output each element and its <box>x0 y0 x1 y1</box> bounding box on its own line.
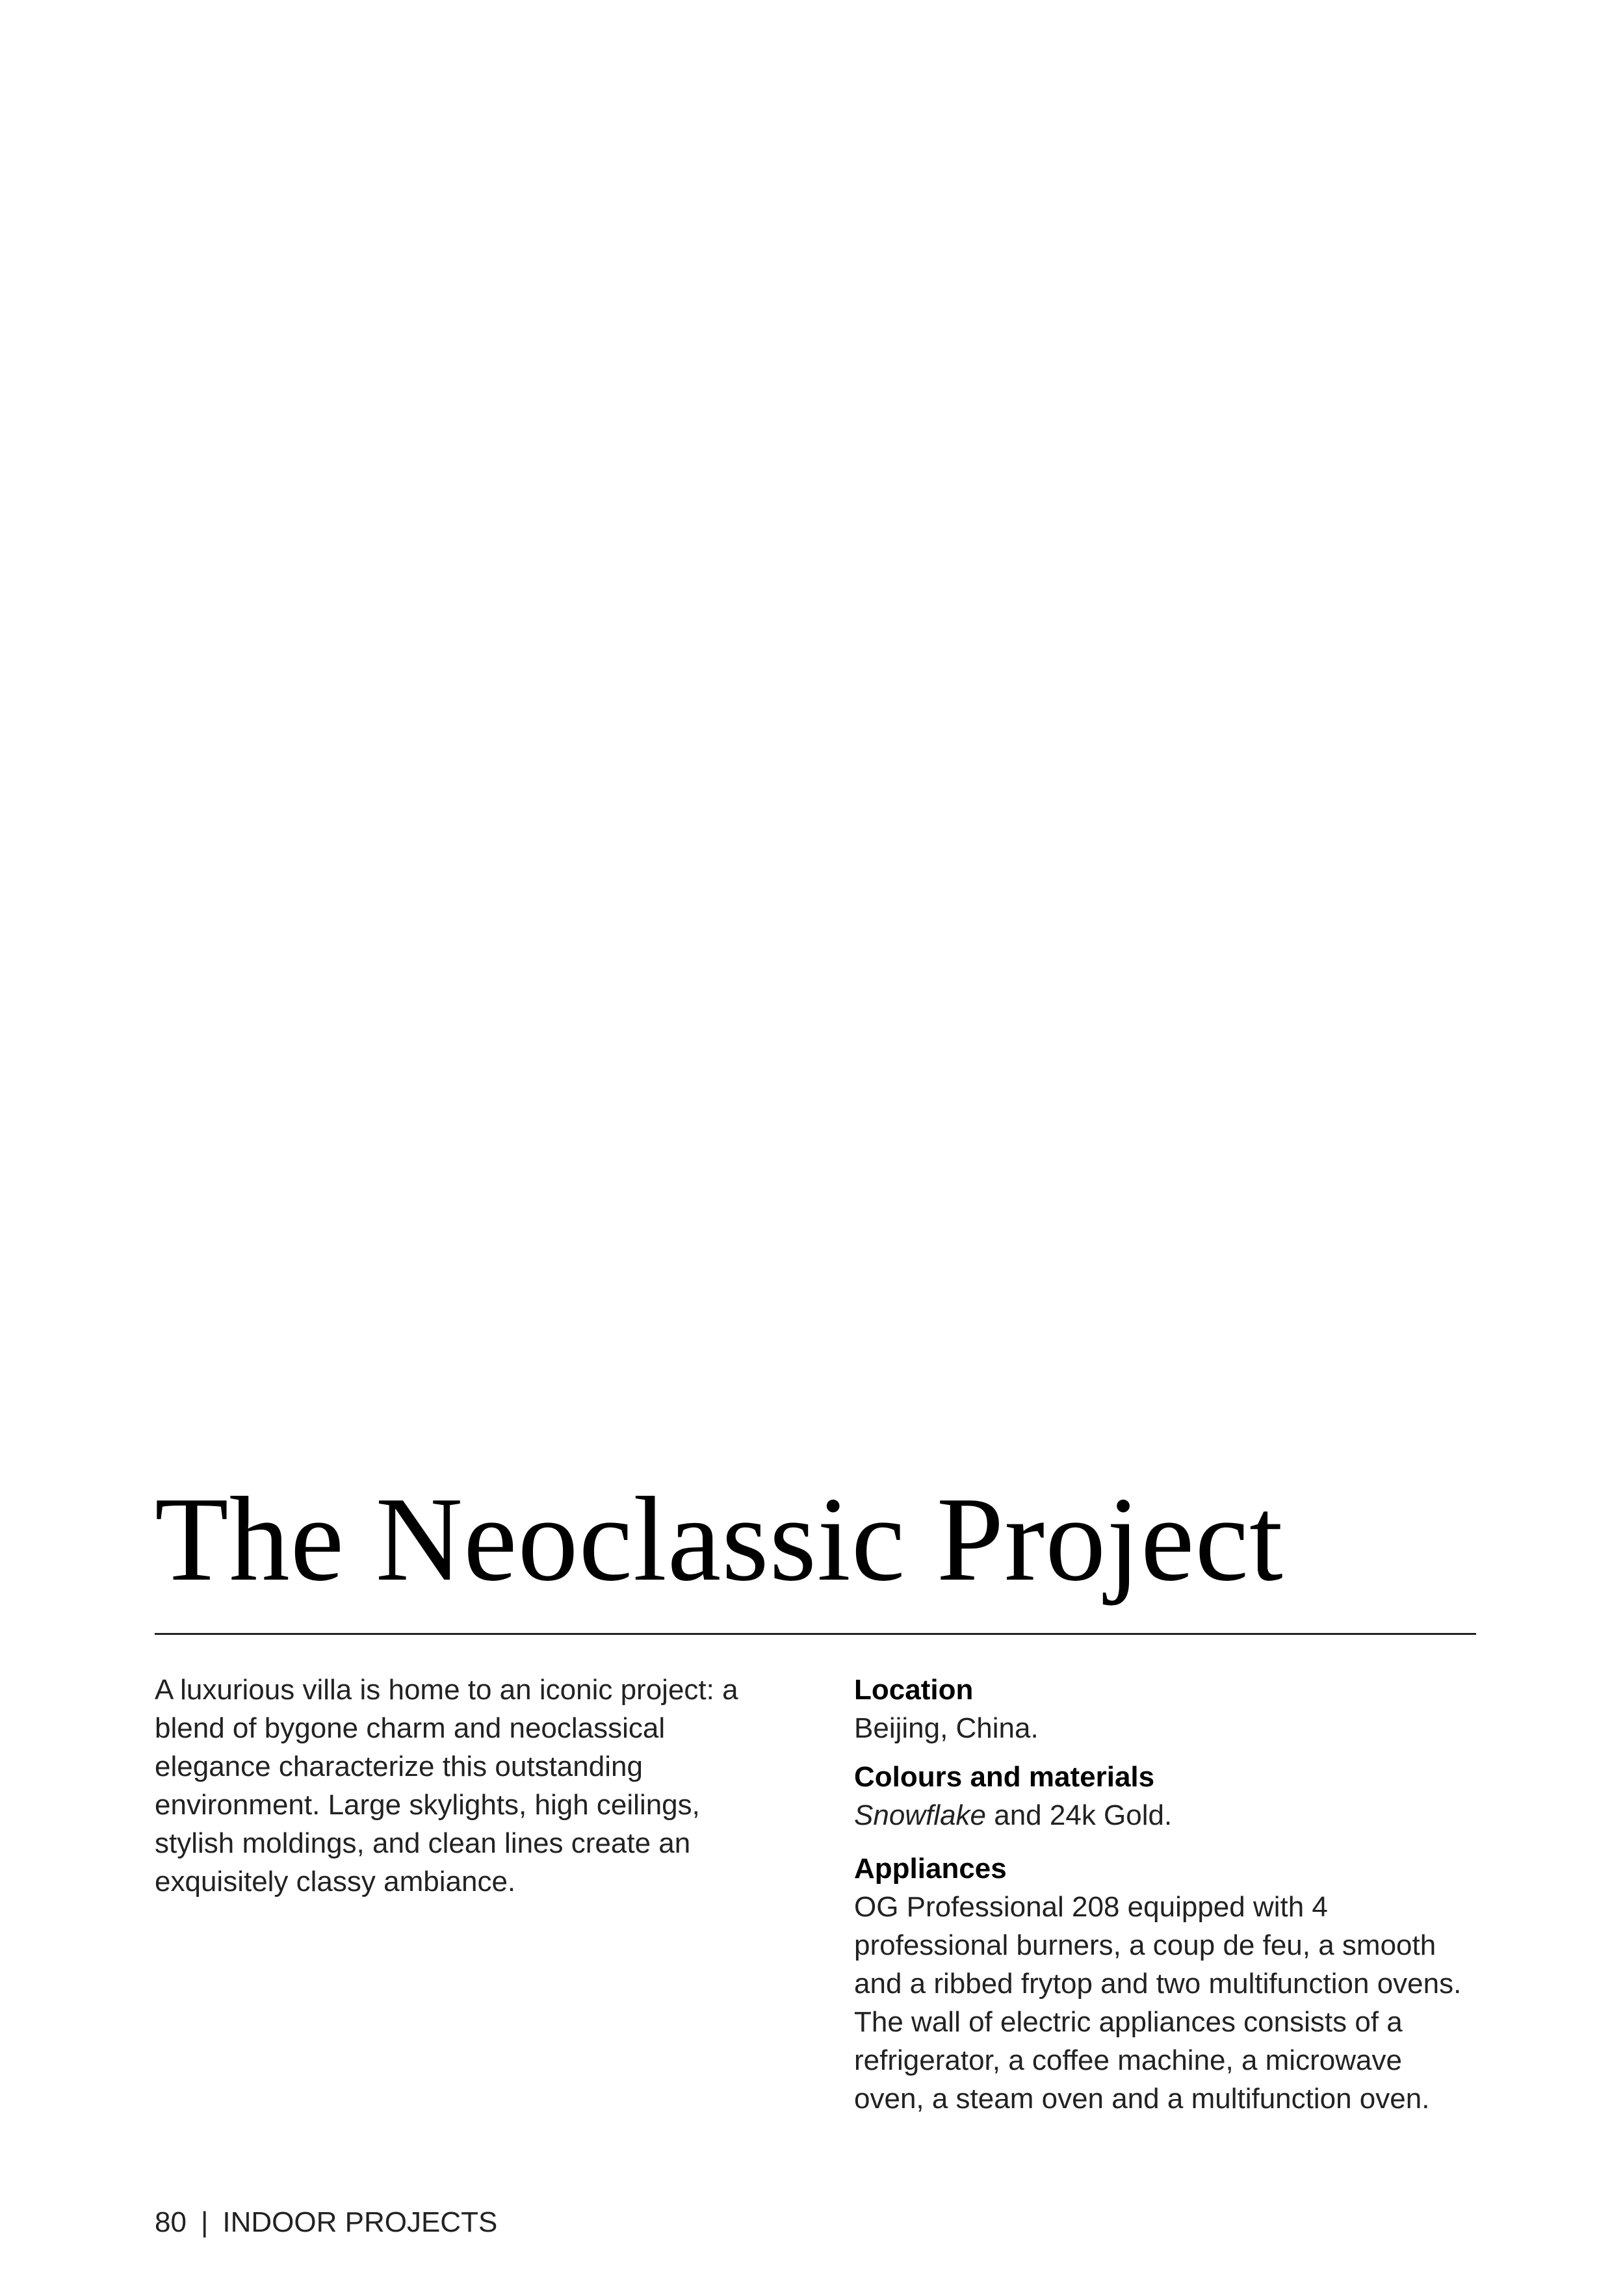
page-number: 80 <box>155 2206 187 2238</box>
colours-value-rest: and 24k Gold. <box>986 1799 1173 1831</box>
colours-label: Colours and materials <box>854 1761 1155 1793</box>
location-label: Location <box>854 1674 974 1706</box>
appliances-label: Appliances <box>854 1853 1007 1885</box>
title-divider <box>155 1633 1476 1635</box>
colours-value-italic: Snowflake <box>854 1799 987 1831</box>
project-specs <box>854 1671 1478 2118</box>
location-value: Beijing, China. <box>854 1712 1039 1744</box>
page-title: The Neoclassic Project <box>155 1472 1284 1606</box>
section-name: INDOOR PROJECTS <box>222 2206 498 2238</box>
project-intro: A luxurious villa is home to an iconic project: a blend of bygone charm and neoclassical elegance characterize this outstanding environment. Large skylights, high ceilings, stylish moldings, and clean lines create an exquisitely classy ambiance. <box>155 1674 738 1898</box>
page-footer <box>155 2203 497 2241</box>
colours-value <box>854 1796 1478 1834</box>
footer-separator: | <box>200 2206 209 2238</box>
appliances-value: OG Professional 208 equipped with 4 professional burners, a coup de feu, a smooth and a ribbed frytop and two multifunction ovens. The wall of electric appliances consists of a refrigerator, a coffee machine, a microwave oven, a steam oven and a multifunction oven. <box>854 1891 1462 2115</box>
